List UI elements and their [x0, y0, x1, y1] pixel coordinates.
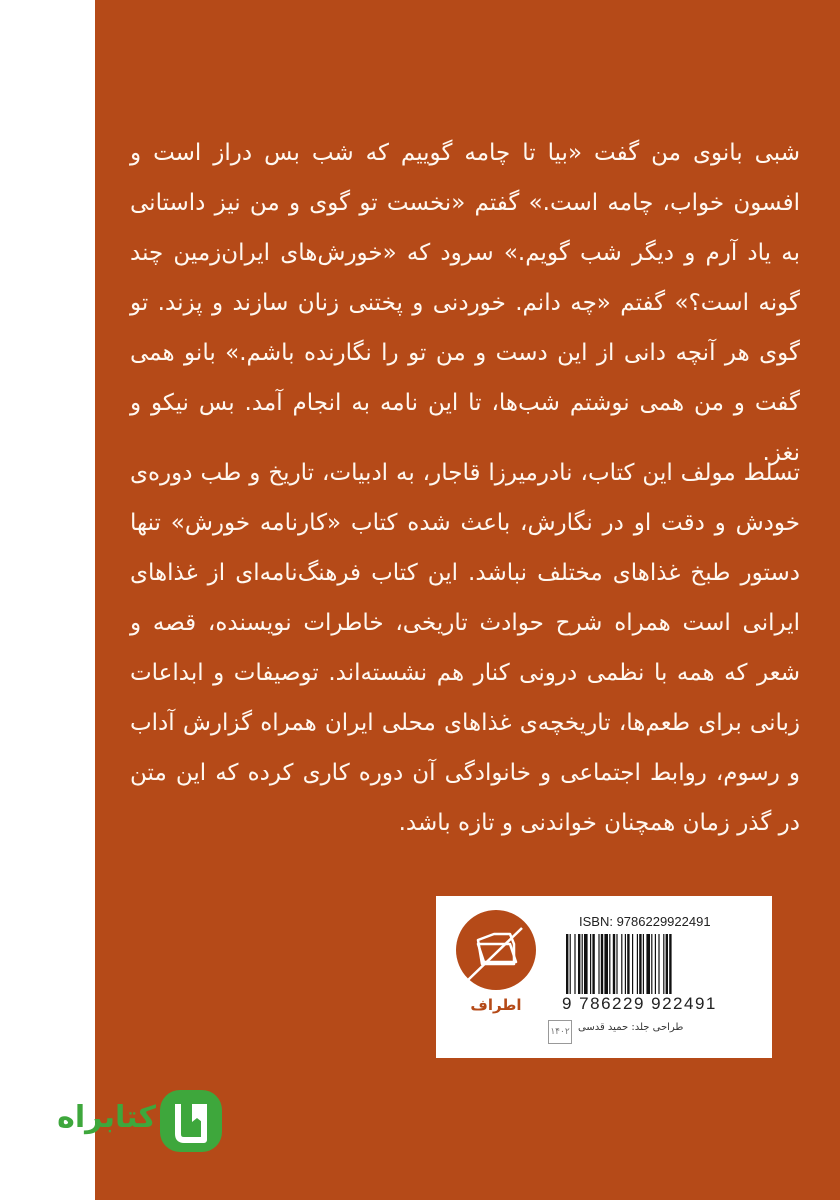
barcode-bar — [590, 934, 591, 994]
barcode-bar — [613, 934, 615, 994]
blurb-paragraph-1-text: شبی بانوی من گفت «بیا تا چامه گوییم که شب بس دراز است و افسون خواب، چامه است.» گفتم «نخست تو گوی و من نیز داستانی به یاد آرم و دیگر شب گویم.» سرود که «خورش‌های ایران‌زمین چند گونه است؟» گفتم «چه دانم. خوردنی و پختنی زنان سازند و پزند. تو گوی هر آنچه دانی از این دست و من تو را نگارنده باشم.» بانو همی گفت و من همی نوشتم شب‌ها، تا این نامه به انجام آمد. بس نیکو و نغز. — [130, 140, 800, 466]
barcode-bar — [621, 934, 622, 994]
barcode-bar — [582, 934, 583, 994]
isbn-label: ISBN: 9786229922491 — [579, 914, 711, 929]
barcode-bar — [651, 934, 652, 994]
barcode-bar — [604, 934, 608, 994]
isbn-info-box — [436, 896, 772, 1058]
barcode-bar — [655, 934, 656, 994]
blurb-paragraph-2-text: تسلط مولف این کتاب، نادرمیرزا قاجار، به ادبیات، تاریخ و طب دوره‌ی خودش و دقت او در نگارش، باعث شده کتاب «کارنامه‌ خورش» تنها دستور طبخ غذاهای مختلف نباشد. این کتاب فرهنگ‌نامه‌ای از غذاهای ایرانی است همراه شرح حوادث تاریخی، خاطرات نویسنده، قصه و شعر که همه با نظمی درونی کنار هم نشسته‌اند. توصیفات و ابداعات زبانی برای طعم‌ها، تاریخچه‌ی غذاهای محلی ایران همراه گزارش آداب و رسوم، روابط اجتماعی و خانوادگی آن دوره کاری کرده که این متن در گذر زمان همچنان خواندنی و تازه باشد. — [130, 460, 800, 836]
folder-icon — [456, 910, 536, 990]
barcode-bar — [601, 934, 603, 994]
store-logo[interactable] — [38, 1088, 224, 1158]
isbn-barcode — [564, 934, 754, 994]
barcode-bar — [639, 934, 641, 994]
publisher-name: اطراف — [470, 996, 522, 1014]
barcode-bar — [609, 934, 610, 994]
blurb-paragraph-1 — [130, 128, 800, 478]
barcode-bar — [592, 934, 594, 994]
barcode-bar — [616, 934, 617, 994]
barcode-bar — [574, 934, 575, 994]
barcode-bar — [632, 934, 633, 994]
barcode-bar — [625, 934, 626, 994]
barcode-bar — [578, 934, 580, 994]
cover-designer-credit: طراحی جلد: حمید قدسی — [578, 1022, 684, 1033]
barcode-bar — [598, 934, 599, 994]
isbn-digits: 9 786229 922491 — [562, 994, 717, 1013]
barcode-bar — [669, 934, 671, 994]
barcode-bar — [584, 934, 588, 994]
barcode-bar — [637, 934, 638, 994]
barcode-bar — [666, 934, 668, 994]
publisher-logo-icon — [456, 910, 536, 990]
approval-stamp: ۱۴۰۲ — [548, 1020, 572, 1044]
barcode-bar — [663, 934, 664, 994]
barcode-bar — [646, 934, 650, 994]
barcode-bar — [627, 934, 629, 994]
barcode-bar — [643, 934, 644, 994]
barcode-bar — [566, 934, 568, 994]
blurb-paragraph-2 — [130, 448, 800, 848]
barcode-bar — [570, 934, 571, 994]
store-name: کتابراه — [57, 1100, 156, 1135]
barcode-bar — [658, 934, 659, 994]
book-bookmark-icon — [158, 1088, 224, 1154]
